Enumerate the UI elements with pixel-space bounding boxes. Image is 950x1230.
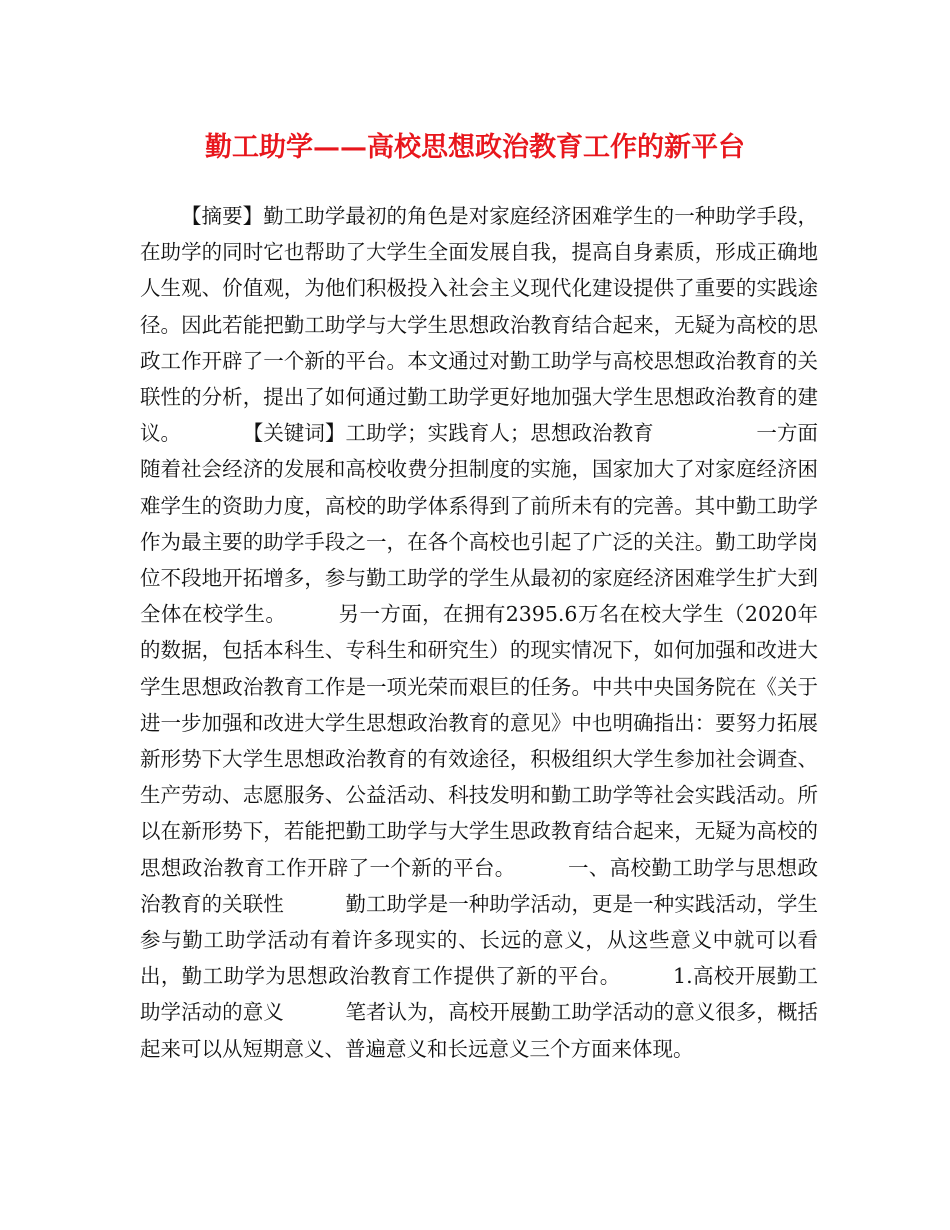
document-title: 勤工助学——高校思想政治教育工作的新平台 xyxy=(205,132,745,163)
document-body: 【摘要】勤工助学最初的角色是对家庭经济困难学生的一种助学手段，在助学的同时它也帮助了大学生全面发展自我，提高自身素质，形成正确地人生观、价值观，为他们积极投入社会主义现代化建设提供了重要的实践途径。因此若能把勤工助学与大学生思想政治教育结合起来，无疑为高校的思政工作开辟了一个新的平台。本文通过对勤工助学与高校思想政治教育的关联性的分析，提出了如何通过勤工助学更好地加强大学生思想政治教育的建议。 【关键词】工助学；实践育人；思想政治教育 一方面随着社会经济的发展和高校收费分担制度的实施，国家加大了对家庭经济困难学生的资助力度，高校的助学体系得到了前所未有的完善。其中勤工助学作为最主要的助学手段之一，在各个高校也引起了广泛的关注。勤工助学岗位不段地开拓增多，参与勤工助学的学生从最初的家庭经济困难学生扩大到全体在校学生。 另一方面，在拥有2395.6万名在校大学生（2020年的数据，包括本科生、专科生和研究生）的现实情况下，如何加强和改进大学生思想政治教育工作是一项光荣而艰巨的任务。中共中央国务院在《关于进一步加强和改进大学生思想政治教育的意见》中也明确指出：要努力拓展新形势下大学生思想政治教育的有效途径，积极组织大学生参加社会调查、生产劳动、志愿服务、公益活动、科技发明和勤工助学等社会实践活动。所以在新形势下，若能把勤工助学与大学生思政教育结合起来，无疑为高校的思想政治教育工作开辟了一个新的平台。 一、高校勤工助学与思想政治教育的关联性 勤工助学是一种助学活动，更是一种实践活动，学生参与勤工助学活动有着许多现实的、长远的意义，从这些意义中就可以看出，勤工助学为思想政治教育工作提供了新的平台。 1.高校开展勤工助学活动的意义 笔者认为，高校开展勤工助学活动的意义很多，概括起来可以从短期意义、普遍意义和长远意义三个方面来体现。 xyxy=(140,204,818,1061)
